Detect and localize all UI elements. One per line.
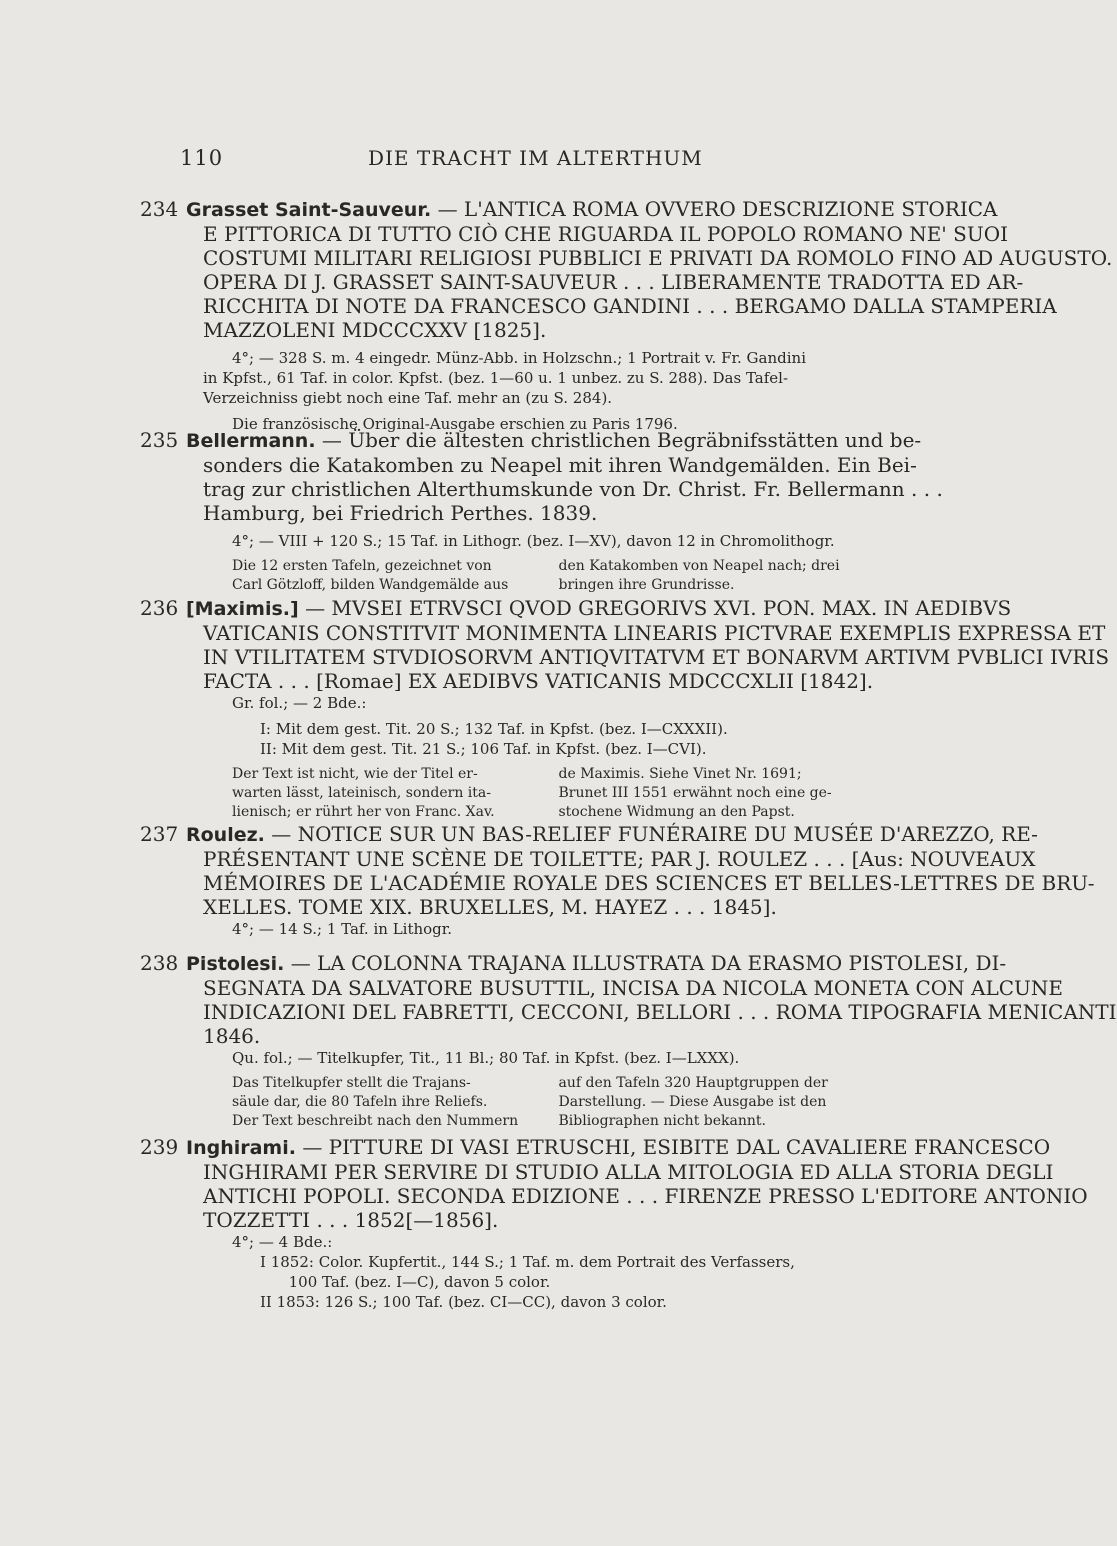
entry-author: Grasset Saint-Sauveur.	[186, 199, 432, 221]
entry-title-line: RICCHITA DI NOTE DA FRANCESCO GANDINI . . . BERGAMO DALLA STAMPERIA	[203, 294, 1057, 318]
note-line: lienisch; er rührt her von Franc. Xav.	[232, 804, 495, 820]
entry-238	[140, 951, 1117, 1131]
collation-line: 4°; — 14 S.; 1 Taf. in Lithogr.	[232, 920, 453, 938]
entry-236	[140, 596, 1110, 822]
note-line: stochene Widmung an den Papst.	[558, 804, 795, 820]
note-column-right	[559, 557, 876, 595]
entry-title-line: — MVSEI ETRVSCI QVOD GREGORIVS XVI. PON. MAX. IN AEDIBVS	[305, 596, 1012, 620]
entry-note: Die französische Original-Ausgabe erschien zu Paris 1796.	[232, 415, 678, 433]
entry-234	[140, 197, 1113, 434]
entry-number: 238	[140, 951, 179, 975]
note-column-left	[232, 765, 549, 822]
entry-first-line	[140, 822, 1038, 847]
note-line: Darstellung. — Diese Ausgabe ist den	[558, 1094, 827, 1110]
entry-title-line: IN VTILITATEM STVDIOSORVM ANTIQVITATVM ET BONARVM ARTIVM PVBLICI IVRIS	[203, 645, 1110, 669]
entry-first-line	[140, 428, 922, 453]
note-line: Carl Götzloff, bilden Wandgemälde aus	[232, 577, 509, 593]
entry-number: 237	[140, 822, 179, 846]
entry-title-line: trag zur christlichen Alterthumskunde von Dr. Christ. Fr. Bellermann . . .	[203, 477, 943, 501]
entry-first-line	[140, 596, 1012, 621]
volume-line: I: Mit dem gest. Tit. 20 S.; 132 Taf. in Kpfst. (bez. I—CXXXII).	[260, 720, 728, 738]
note-line: Der Text beschreibt nach den Nummern	[232, 1113, 519, 1129]
note-columns	[140, 765, 875, 822]
note-line: Die 12 ersten Tafeln, gezeichnet von	[232, 558, 492, 574]
entry-title-line: — LA COLONNA TRAJANA ILLUSTRATA DA ERASMO PISTOLESI, DI-	[290, 951, 1007, 975]
note-line: warten lässt, lateinisch, sondern ita-	[232, 785, 491, 801]
entry-235	[140, 428, 943, 595]
entry-title-line: FACTA . . . [Romae] EX AEDIBVS VATICANIS MDCCCXLII [1842].	[203, 669, 874, 693]
volume-line: II: Mit dem gest. Tit. 21 S.; 106 Taf. in Kpfst. (bez. I—CVI).	[260, 740, 707, 758]
note-line: Bibliographen nicht bekannt.	[558, 1113, 766, 1129]
entry-author: Inghirami.	[186, 1137, 296, 1159]
collation-line: in Kpfst., 61 Taf. in color. Kpfst. (bez. 1—60 u. 1 unbez. zu S. 288). Das Tafel-	[203, 369, 789, 387]
entry-title-line: MÉMOIRES DE L'ACADÉMIE ROYALE DES SCIENCES ET BELLES-LETTRES DE BRU-	[203, 871, 1095, 895]
collation-line: Gr. fol.; — 2 Bde.:	[232, 694, 367, 712]
note-columns	[140, 557, 875, 595]
entry-number: 234	[140, 197, 179, 221]
volume-line: I 1852: Color. Kupfertit., 144 S.; 1 Taf. m. dem Portrait des Verfassers,	[260, 1253, 795, 1271]
entry-title-line: VATICANIS CONSTITVIT MONIMENTA LINEARIS PICTVRAE EXEMPLIS EXPRESSA ET	[203, 621, 1106, 645]
entry-number: 236	[140, 596, 179, 620]
collation-line: 4°; — VIII + 120 S.; 15 Taf. in Lithogr. (bez. I—XV), davon 12 in Chromolithogr.	[232, 532, 835, 550]
entry-237	[140, 822, 1095, 939]
volume-line: II 1853: 126 S.; 100 Taf. (bez. CI—CC), davon 3 color.	[260, 1293, 667, 1311]
entry-title-line: sonders die Katakomben zu Neapel mit ihren Wandgemälden. Ein Bei-	[203, 453, 917, 477]
entry-title-line: COSTUMI MILITARI RELIGIOSI PUBBLICI E PRIVATI DA ROMOLO FINO AD AUGUSTO.	[203, 246, 1113, 270]
note-column-right	[559, 1074, 876, 1131]
collation-line: Qu. fol.; — Titelkupfer, Tit., 11 Bl.; 80 Taf. in Kpfst. (bez. I—LXXX).	[232, 1049, 740, 1067]
page-number: 110	[180, 146, 224, 170]
entry-title-line: E PITTORICA DI TUTTO CIÒ CHE RIGUARDA IL POPOLO ROMANO NE' SUOI	[203, 222, 1009, 246]
entry-title-line: XELLES. TOME XIX. BRUXELLES, M. HAYEZ . . . 1845].	[203, 895, 777, 919]
note-column-left	[232, 1074, 549, 1131]
entry-number: 239	[140, 1135, 179, 1159]
note-line: säule dar, die 80 Tafeln ihre Reliefs.	[232, 1094, 488, 1110]
entry-title-line: — L'ANTICA ROMA OVVERO DESCRIZIONE STORICA	[437, 197, 998, 221]
entry-title-line: SEGNATA DA SALVATORE BUSUTTIL, INCISA DA NICOLA MONETA CON ALCUNE	[203, 976, 1063, 1000]
entry-author: Roulez.	[186, 824, 265, 846]
collation-line: 4°; — 328 S. m. 4 eingedr. Münz-Abb. in Holzschn.; 1 Portrait v. Fr. Gandini	[232, 349, 806, 367]
note-line: Das Titelkupfer stellt die Trajans-	[232, 1075, 471, 1091]
entry-title-line: 1846.	[203, 1024, 261, 1048]
entry-title-line: — PITTURE DI VASI ETRUSCHI, ESIBITE DAL CAVALIERE FRANCESCO	[302, 1135, 1051, 1159]
page-header	[180, 146, 880, 176]
note-column-right	[559, 765, 876, 822]
note-line: Der Text ist nicht, wie der Titel er-	[232, 766, 478, 782]
entry-first-line	[140, 951, 1007, 976]
entry-number: 235	[140, 428, 179, 452]
note-line: auf den Tafeln 320 Hauptgruppen der	[558, 1075, 828, 1091]
entry-author: Bellermann.	[186, 430, 316, 452]
entry-title-line: MAZZOLENI MDCCCXXV [1825].	[203, 318, 547, 342]
collation-line: 4°; — 4 Bde.:	[232, 1233, 333, 1251]
entry-title-line: Hamburg, bei Friedrich Perthes. 1839.	[203, 501, 598, 525]
entry-title-line: — Über die ältesten christlichen Begräbnifsstätten und be-	[321, 428, 922, 452]
entry-title-line: OPERA DI J. GRASSET SAINT-SAUVEUR . . . LIBERAMENTE TRADOTTA ED AR-	[203, 270, 1024, 294]
entry-title-line: ANTICHI POPOLI. SECONDA EDIZIONE . . . FIRENZE PRESSO L'EDITORE ANTONIO	[203, 1184, 1088, 1208]
volume-line: 100 Taf. (bez. I—C), davon 5 color.	[260, 1273, 551, 1291]
entry-title-line: INDICAZIONI DEL FABRETTI, CECCONI, BELLORI . . . ROMA TIPOGRAFIA MENICANTI	[203, 1000, 1117, 1024]
collation-line: Verzeichniss giebt noch eine Taf. mehr an (zu S. 284).	[203, 389, 613, 407]
entry-title-line: PRÉSENTANT UNE SCÈNE DE TOILETTE; PAR J. ROULEZ . . . [Aus: NOUVEAUX	[203, 847, 1036, 871]
entry-title-line: TOZZETTI . . . 1852[—1856].	[203, 1208, 499, 1232]
note-line: de Maximis. Siehe Vinet Nr. 1691;	[558, 766, 802, 782]
entry-title-line: — NOTICE SUR UN BAS-RELIEF FUNÉRAIRE DU MUSÉE D'AREZZO, RE-	[271, 822, 1038, 846]
entry-239	[140, 1135, 1088, 1312]
note-columns	[140, 1074, 875, 1131]
entry-title-line: INGHIRAMI PER SERVIRE DI STUDIO ALLA MITOLOGIA ED ALLA STORIA DEGLI	[203, 1160, 1054, 1184]
running-title: DIE TRACHT IM ALTERTHUM	[368, 146, 703, 170]
note-column-left	[232, 557, 549, 595]
entry-first-line	[140, 1135, 1051, 1160]
entry-author: [Maximis.]	[186, 598, 299, 620]
note-line: Brunet III 1551 erwähnt noch eine ge-	[558, 785, 832, 801]
note-line: den Katakomben von Neapel nach; drei	[558, 558, 840, 574]
note-line: bringen ihre Grundrisse.	[558, 577, 735, 593]
entry-author: Pistolesi.	[186, 953, 285, 975]
entry-first-line	[140, 197, 998, 222]
